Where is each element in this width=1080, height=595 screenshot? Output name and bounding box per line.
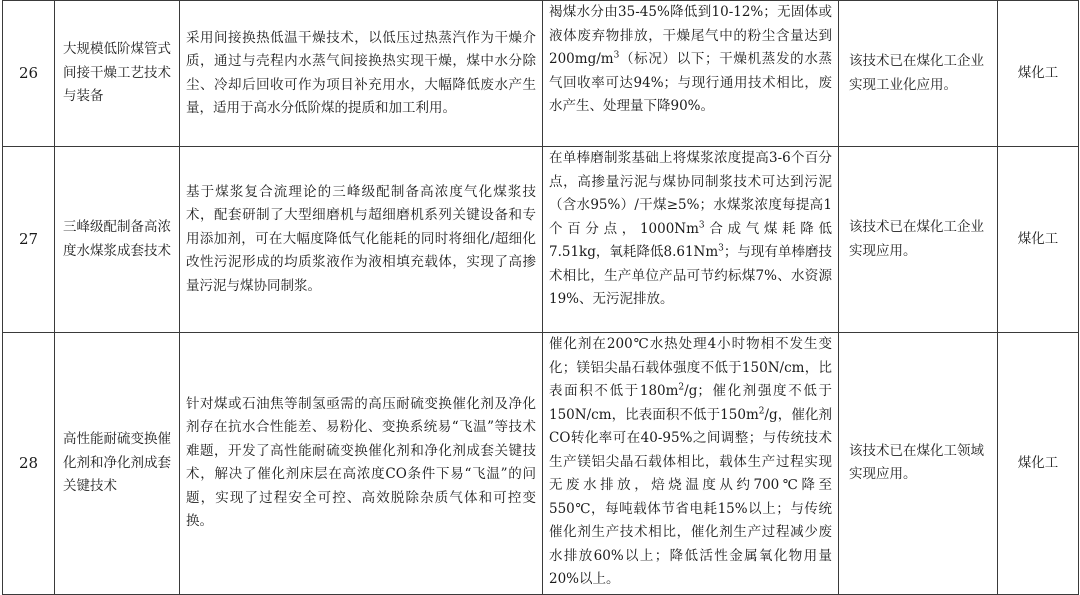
application-status: 该技术已在煤化工企业实现应用。 <box>839 147 998 333</box>
table-row <box>3 1 1079 147</box>
technology-name: 高性能耐硫变换催化剂和净化剂成套关键技术 <box>55 333 180 595</box>
application-status: 该技术已在煤化工领域实现应用。 <box>839 333 998 595</box>
application-status: 该技术已在煤化工企业实现工业化应用。 <box>839 1 998 147</box>
row-number: 26 <box>3 1 55 147</box>
row-number: 28 <box>3 333 55 595</box>
technology-description: 采用间接换热低温干燥技术，以低压过热蒸汽作为干燥介质，通过与壳程内水蒸气间接换热实现干燥，煤中水分除尘、冷却后回收可作为项目补充用水，大幅降低废水产生量，适用于高水分低阶煤的提质和加工利用。 <box>180 1 543 147</box>
table-row <box>3 147 1079 333</box>
industry-field: 煤化工 <box>998 333 1079 595</box>
technology-name: 大规模低阶煤管式间接干燥工艺技术与装备 <box>55 1 180 147</box>
industry-field: 煤化工 <box>998 1 1079 147</box>
technology-effect: 在单棒磨制浆基础上将煤浆浓度提高3-6个百分点，高掺量污泥与煤协同制浆技术可达到污泥（含水95%）/干煤≥5%；水煤浆浓度每提高1个百分点，1000Nm$^3$合成气煤耗降低7.51kg，氧耗降低8.61Nm$^3$；与现有单棒磨技术相比，生产单位产品可节约标煤7%、水资源19%、无污泥排放。 <box>543 147 839 333</box>
technology-effect: 褐煤水分由35-45%降低到10-12%；无固体或液体废弃物排放，干燥尾气中的粉尘含量达到$200mg/m^3$（标况）以下；干燥机蒸发的水蒸气回收率可达94%；与现行通用技术相比，废水产生、处理量下降90%。 <box>543 1 839 147</box>
table-row <box>3 333 1079 595</box>
technology-name: 三峰级配制备高浓度水煤浆成套技术 <box>55 147 180 333</box>
technology-table <box>2 0 1079 595</box>
industry-field: 煤化工 <box>998 147 1079 333</box>
technology-description: 基于煤浆复合流理论的三峰级配制备高浓度气化煤浆技术，配套研制了大型细磨机与超细磨机系列关键设备和专用添加剂，可在大幅度降低气化能耗的同时将细化/超细化改性污泥形成的均质浆液作为液相填充载体，实现了高掺量污泥与煤协同制浆。 <box>180 147 543 333</box>
technology-description: 针对煤或石油焦等制氢亟需的高压耐硫变换催化剂及净化剂存在抗水合性能差、易粉化、变换系统易“飞温”等技术难题，开发了高性能耐硫变换催化剂和净化剂成套关键技术，解决了催化剂床层在高浓度CO条件下易“飞温”的问题，实现了过程安全可控、高效脱除杂质气体和可控变换。 <box>180 333 543 595</box>
technology-effect: 催化剂在200℃水热处理4小时物相不发生变化；镁铝尖晶石载体强度不低于150N/cm，比表面积不低于$180m^2/g$；催化剂强度不低于150N/cm，比表面积不低于$150m^2/g$，催化剂CO转化率可在40-95%之间调整；与传统技术生产镁铝尖晶石载体相比，载体生产过程实现无废水排放，焙烧温度从约700℃降至550℃，每吨载体节省电耗15%以上；与传统催化剂生产技术相比，催化剂生产过程减少废水排放60%以上；降低活性金属氧化物用量20%以上。 <box>543 333 839 595</box>
row-number: 27 <box>3 147 55 333</box>
